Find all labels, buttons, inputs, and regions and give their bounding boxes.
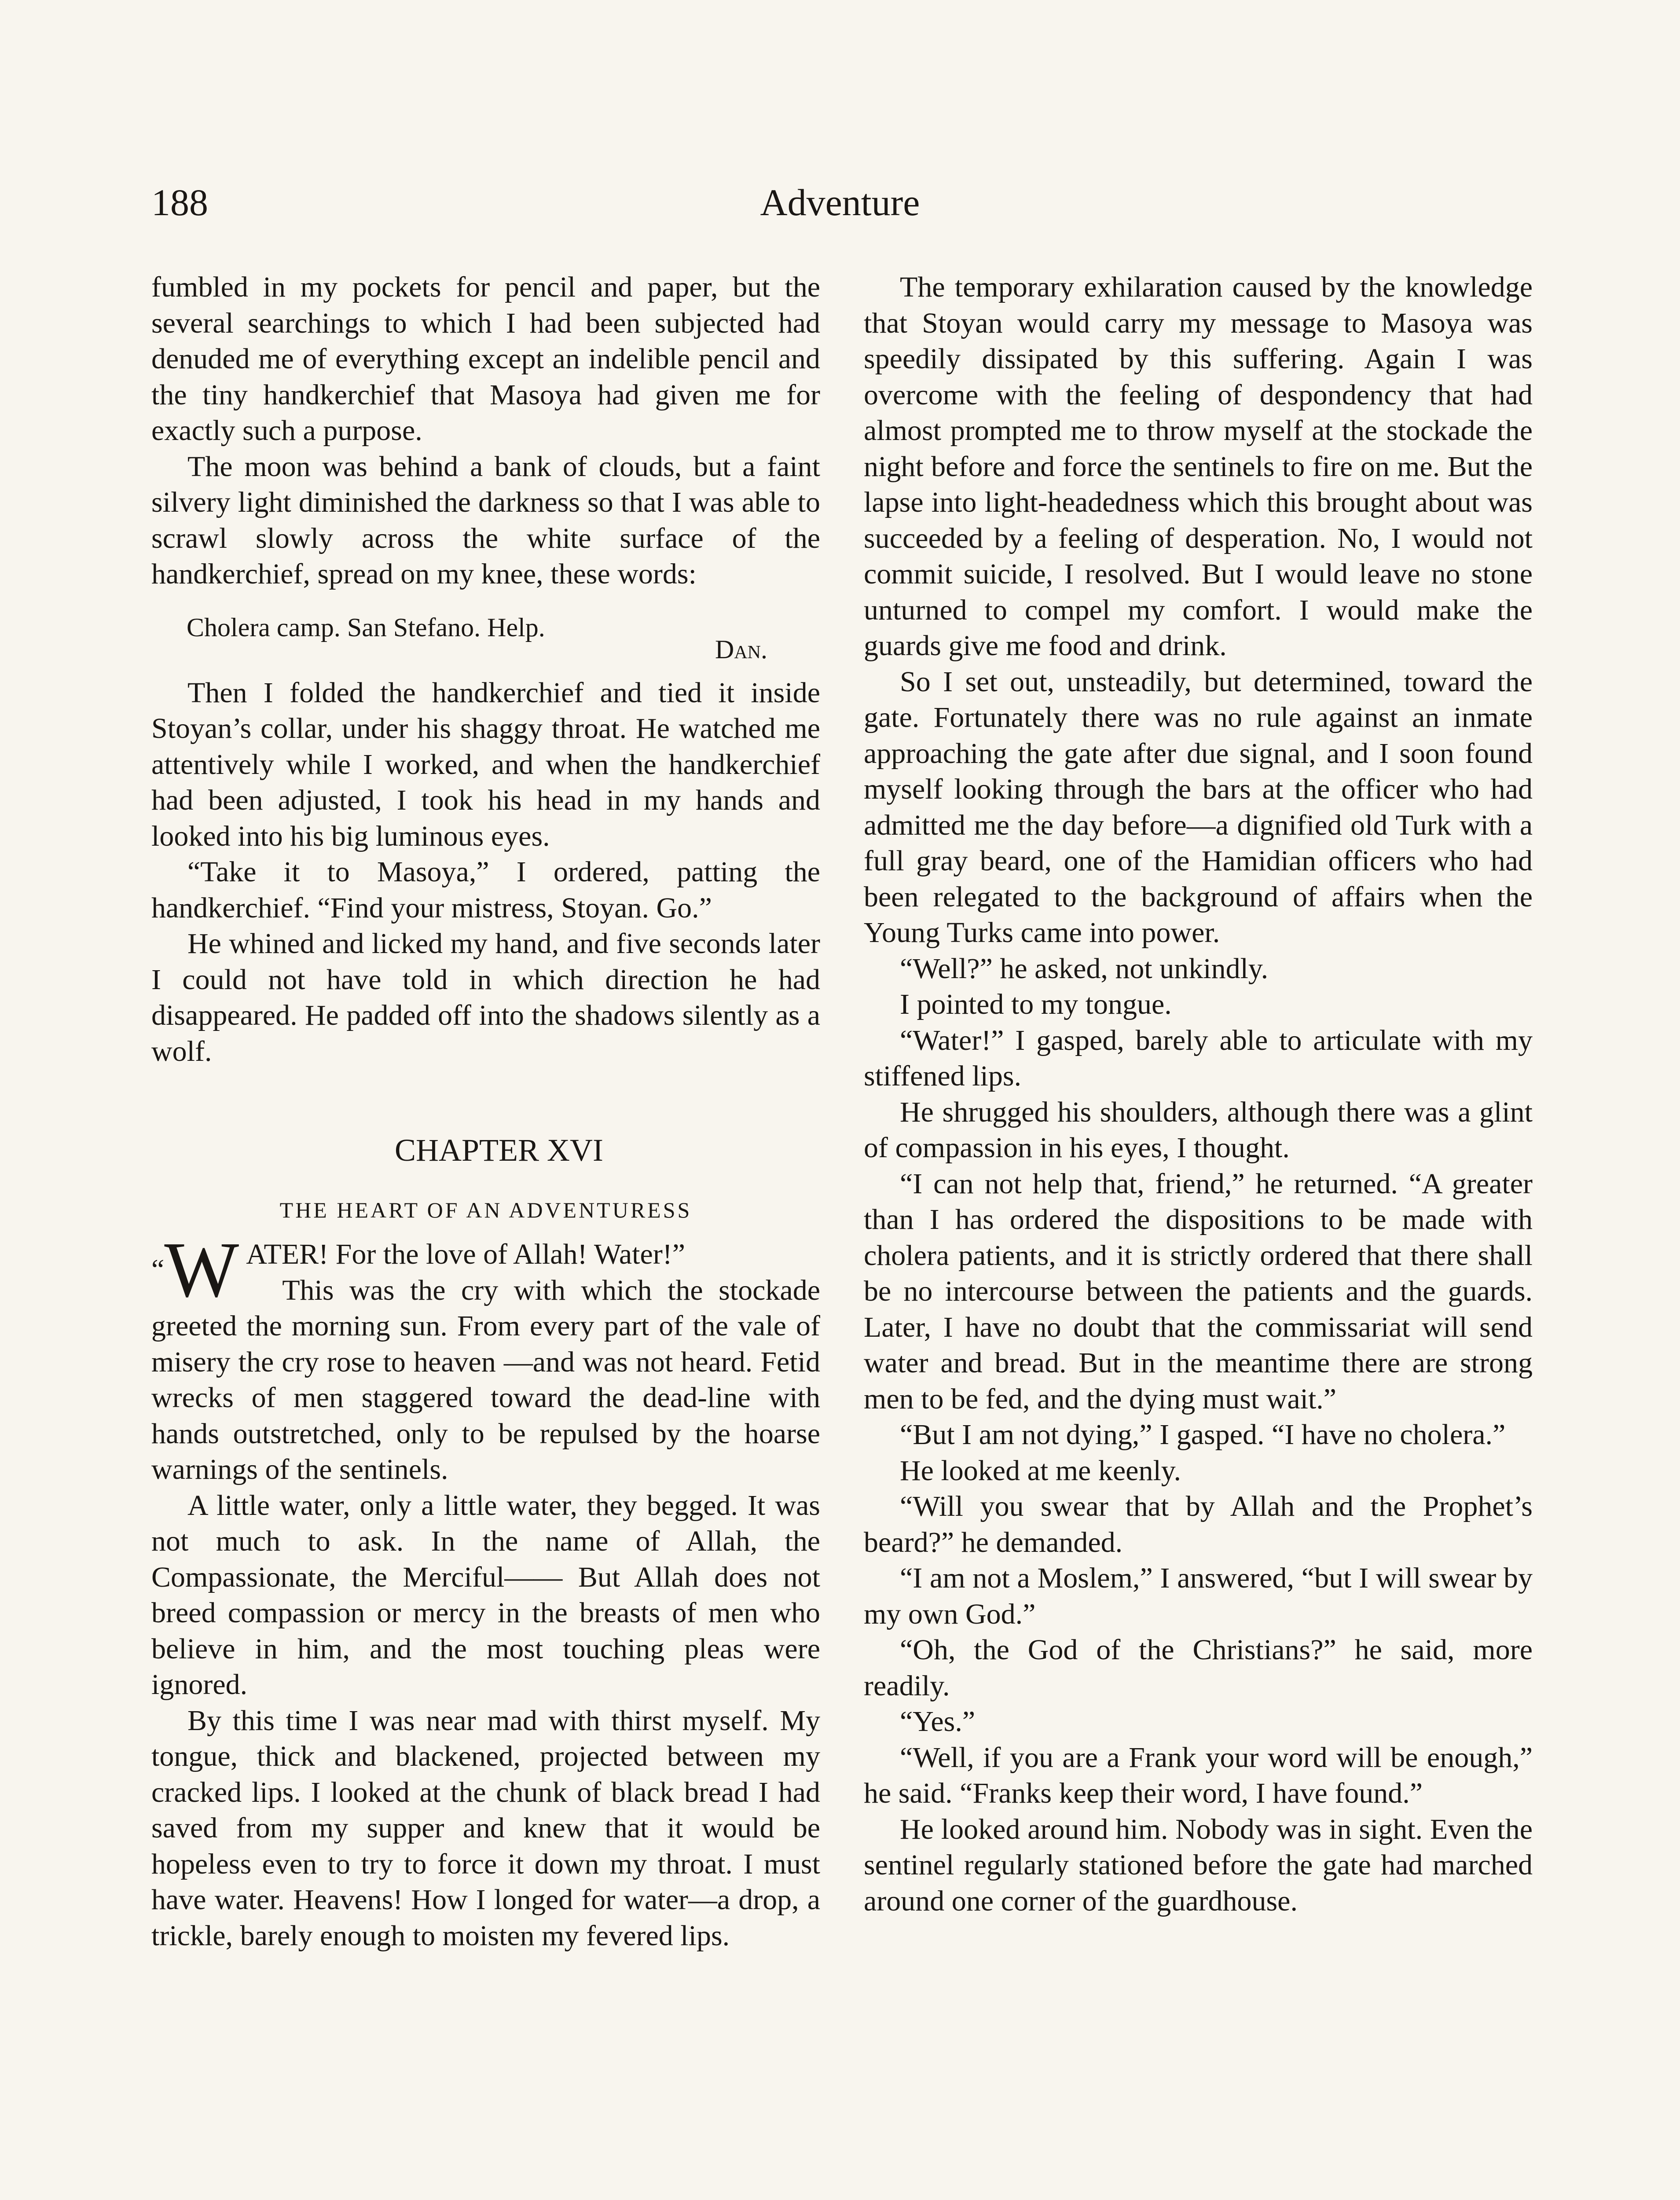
paragraph: I pointed to my tongue.	[900, 988, 1172, 1020]
note-signature: Dan.	[715, 634, 767, 664]
chapter-opening	[151, 1226, 820, 1313]
paragraph: “But I am not dying,” I gasped. “I have no cholera.”	[900, 1419, 1506, 1451]
paragraph: He looked at me keenly.	[900, 1454, 1181, 1487]
paragraph: By this time I was near mad with thirst myself. My tongue, thick and blackened, projected between my cracked lips. I looked at the chunk of black bread I had saved from my supper and knew that it would be hopeless even to try to force it down my throat. I must have water. Heavens! How I longed for water—a drop, a trickle, barely enough to moisten my fevered lips.	[151, 1704, 820, 1952]
drop-cap-letter: W	[164, 1226, 239, 1313]
paragraph: Then I folded the handkerchief and tied it inside Stoyan’s collar, under his shaggy throat. He watched me attentively while I worked, and when the handkerchief had been adjusted, I took his head in my hands and looked into his big luminous eyes.	[151, 676, 820, 852]
page-number: 188	[151, 181, 208, 224]
paragraph: He whined and licked my hand, and five seconds later I could not have told in which direction he had disappeared. He padded off into the shadows silently as a wolf.	[151, 928, 820, 1067]
paragraph: “Well, if you are a Frank your word will be enough,” he said. “Franks keep their word, I have found.”	[864, 1741, 1533, 1809]
chapter-title: CHAPTER XVI	[394, 1133, 603, 1168]
paragraph: “Yes.”	[900, 1705, 976, 1738]
paragraph: A little water, only a little water, they begged. It was not much to ask. In the name of Allah, the Compassionate, the Merciful—— But Allah does not breed compassion or mercy in the breasts of men who believe in him, and the most touching pleas were ignored.	[151, 1489, 820, 1701]
drop-cap-quote: “	[151, 1254, 165, 1286]
paragraph: This was the cry with which the stockade greeted the morning sun. From every part of the vale of misery the cry rose to heaven —and was not heard. Fetid wrecks of men staggered toward the dead-line with hands outstretched, only to be repulsed by the hoarse warnings of the sentinels.	[151, 1274, 820, 1485]
opening-text: ATER! For the love of Allah! Water!”	[246, 1238, 686, 1270]
right-column	[864, 269, 1533, 1919]
drop-cap	[151, 1226, 239, 1313]
running-title: Adventure	[760, 181, 920, 224]
paragraph: “Well?” he asked, not unkindly.	[900, 952, 1269, 985]
paragraph: “I can not help that, friend,” he returned. “A greater than I has ordered the dispositions to be made with cholera patients, and it is strictly ordered that there shall be no intercourse between the patients and the guards. Later, I have no doubt that the commissariat will send water and bread. But in the meantime there are strong men to be fed, and the dying must wait.”	[864, 1167, 1533, 1415]
paragraph: “Will you swear that by Allah and the Prophet’s beard?” he demanded.	[864, 1490, 1533, 1558]
paragraph: “Take it to Masoya,” I ordered, patting the handkerchief. “Find your mistress, Stoyan. Go.”	[151, 856, 820, 924]
note-text: Cholera camp. San Stefano. Help.	[187, 612, 545, 642]
chapter-subtitle: THE HEART OF AN ADVENTURESS	[279, 1198, 692, 1222]
left-column	[151, 269, 820, 1954]
paragraph: fumbled in my pockets for pencil and paper, but the several searchings to which I had been subjected had denuded me of everything except an indelible pencil and the tiny handkerchief that Masoya had given me for exactly such a purpose.	[151, 271, 820, 447]
paragraph: “Oh, the God of the Christians?” he said, more readily.	[864, 1634, 1533, 1702]
handwritten-note	[151, 610, 820, 667]
paragraph: He looked around him. Nobody was in sight. Even the sentinel regularly stationed before the gate had marched around one corner of the guardhouse.	[864, 1813, 1533, 1917]
paragraph: “I am not a Moslem,” I answered, “but I will swear by my own God.”	[864, 1562, 1533, 1630]
paragraph: “Water!” I gasped, barely able to articulate with my stiffened lips.	[864, 1024, 1533, 1092]
paragraph: The moon was behind a bank of clouds, but a faint silvery light diminished the darkness so that I was able to scrawl slowly across the white surface of the handkerchief, spread on my knee, these words:	[151, 450, 820, 590]
paragraph: The temporary exhilaration caused by the knowledge that Stoyan would carry my message to Masoya was speedily dissipated by this suffering. Again I was overcome with the feeling of despondency that had almost prompted me to throw myself at the stockade the night before and force the sentinels to fire on me. But the lapse into light-headedness which this brought about was succeeded by a feeling of desperation. No, I would not commit suicide, I resolved. But I would leave no stone unturned to compel my comfort. I would make the guards give me food and drink.	[864, 271, 1533, 662]
page-header	[151, 176, 1529, 229]
paragraph: So I set out, unsteadily, but determined, toward the gate. Fortunately there was no rule against an inmate approaching the gate after due signal, and I soon found myself looking through the bars at the officer who had admitted me the day before—a dignified old Turk with a full gray beard, one of the Hamidian officers who had been relegated to the background of affairs when the Young Turks came into power.	[864, 665, 1533, 949]
paragraph: He shrugged his shoulders, although there was a glint of compassion in his eyes, I thought.	[864, 1096, 1533, 1164]
